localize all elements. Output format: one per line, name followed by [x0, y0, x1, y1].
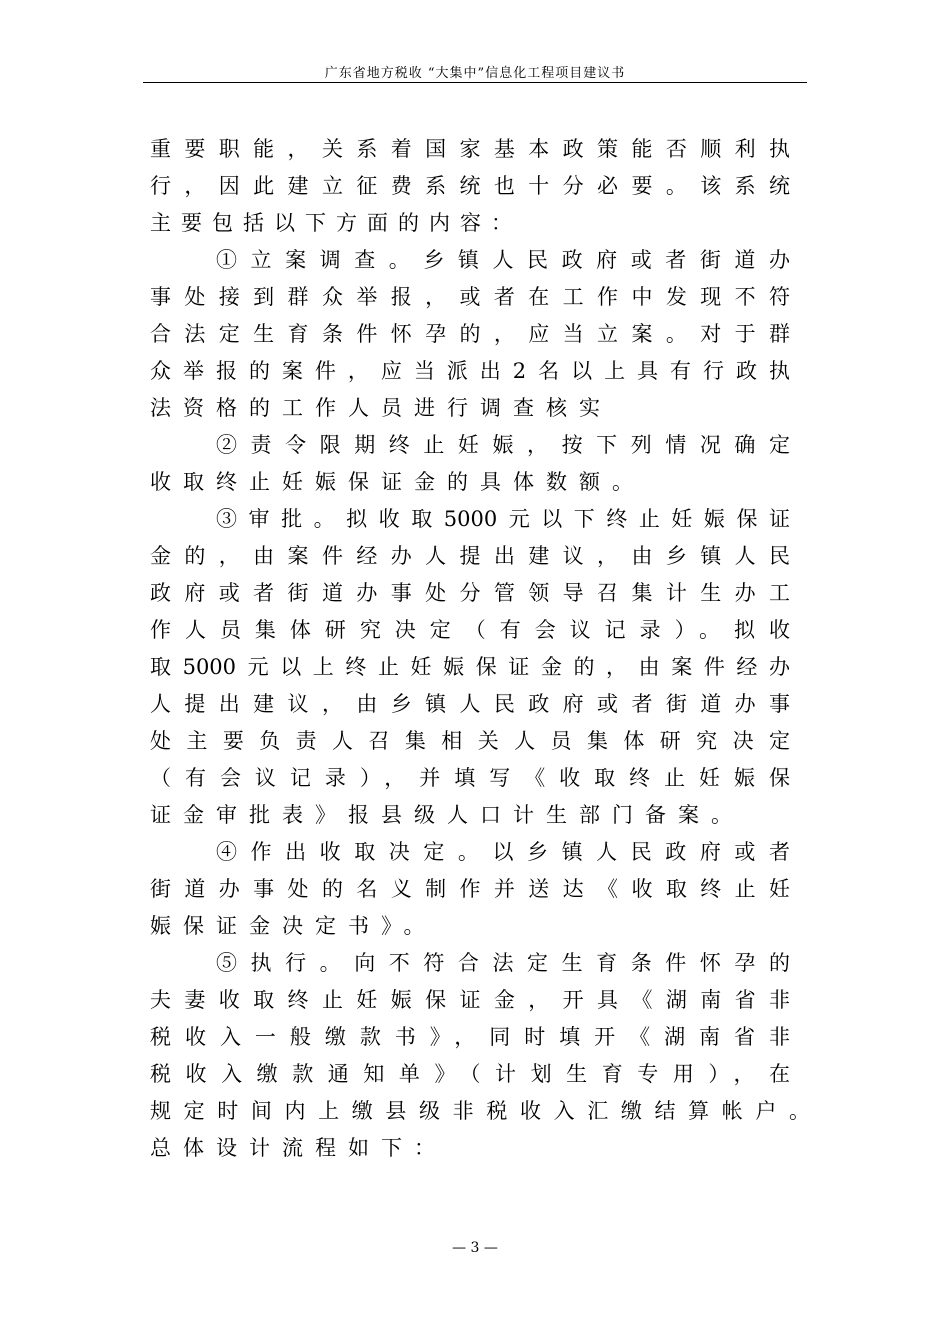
body-line: 处主要负责人召集相关人员集体研究决定 [150, 729, 790, 753]
body-line: 规定时间内上缴县级非税收入汇缴结算帐户。 [150, 1099, 810, 1123]
body-line: 重要职能，关系着国家基本政策能否顺利执 [150, 137, 790, 161]
body-line: 主要包括以下方面的内容： [150, 211, 522, 235]
body-line: ②责令限期终止妊娠，按下列情况确定 [216, 433, 790, 457]
body-line: 金的，由案件经办人提出建议，由乡镇人民 [150, 544, 790, 568]
body-line: 政府或者街道办事处分管领导召集计生办工 [150, 581, 790, 605]
body-line: 证金审批表》报县级人口计生部门备案。 [150, 803, 744, 827]
body-line: 事处接到群众举报，或者在工作中发现不符 [150, 285, 790, 309]
body-line: ③审批。拟收取5000元以下终止妊娠保证 [216, 507, 790, 531]
body-line: 法资格的工作人员进行调查核实 [150, 396, 612, 420]
body-line: 税收入缴款通知单》（计划生育专用），在 [150, 1062, 790, 1086]
page-number: — 3 — [452, 1240, 498, 1256]
body-line: 作人员集体研究决定（有会议记录）。拟收 [150, 618, 790, 642]
body-line: ①立案调查。乡镇人民政府或者街道办 [216, 248, 790, 272]
body-line: 总体设计流程如下： [150, 1136, 447, 1160]
body-line: 合法定生育条件怀孕的，应当立案。对于群 [150, 322, 790, 346]
body-line: 众举报的案件，应当派出2名以上具有行政执 [150, 359, 790, 383]
page-header-title: 广东省地方税收 “大集中”信息化工程项目建议书 [324, 66, 626, 81]
body-line: 人提出建议，由乡镇人民政府或者街道办事 [150, 692, 790, 716]
body-line: （有会议记录），并填写《收取终止妊娠保 [150, 766, 790, 790]
body-line: ④作出收取决定。以乡镇人民政府或者 [216, 840, 790, 864]
header-rule [143, 82, 807, 83]
body-line: 行，因此建立征费系统也十分必要。该系统 [150, 174, 790, 198]
body-line: 夫妻收取终止妊娠保证金，开具《湖南省非 [150, 988, 790, 1012]
body-line: 税收入一般缴款书》，同时填开《湖南省非 [150, 1025, 790, 1049]
body-line: ⑤执行。向不符合法定生育条件怀孕的 [216, 951, 790, 975]
body-line: 收取终止妊娠保证金的具体数额。 [150, 470, 645, 494]
body-line: 取5000元以上终止妊娠保证金的，由案件经办 [150, 655, 790, 679]
body-line: 娠保证金决定书》。 [150, 914, 437, 938]
body-line: 街道办事处的名义制作并送达《收取终止妊 [150, 877, 790, 901]
